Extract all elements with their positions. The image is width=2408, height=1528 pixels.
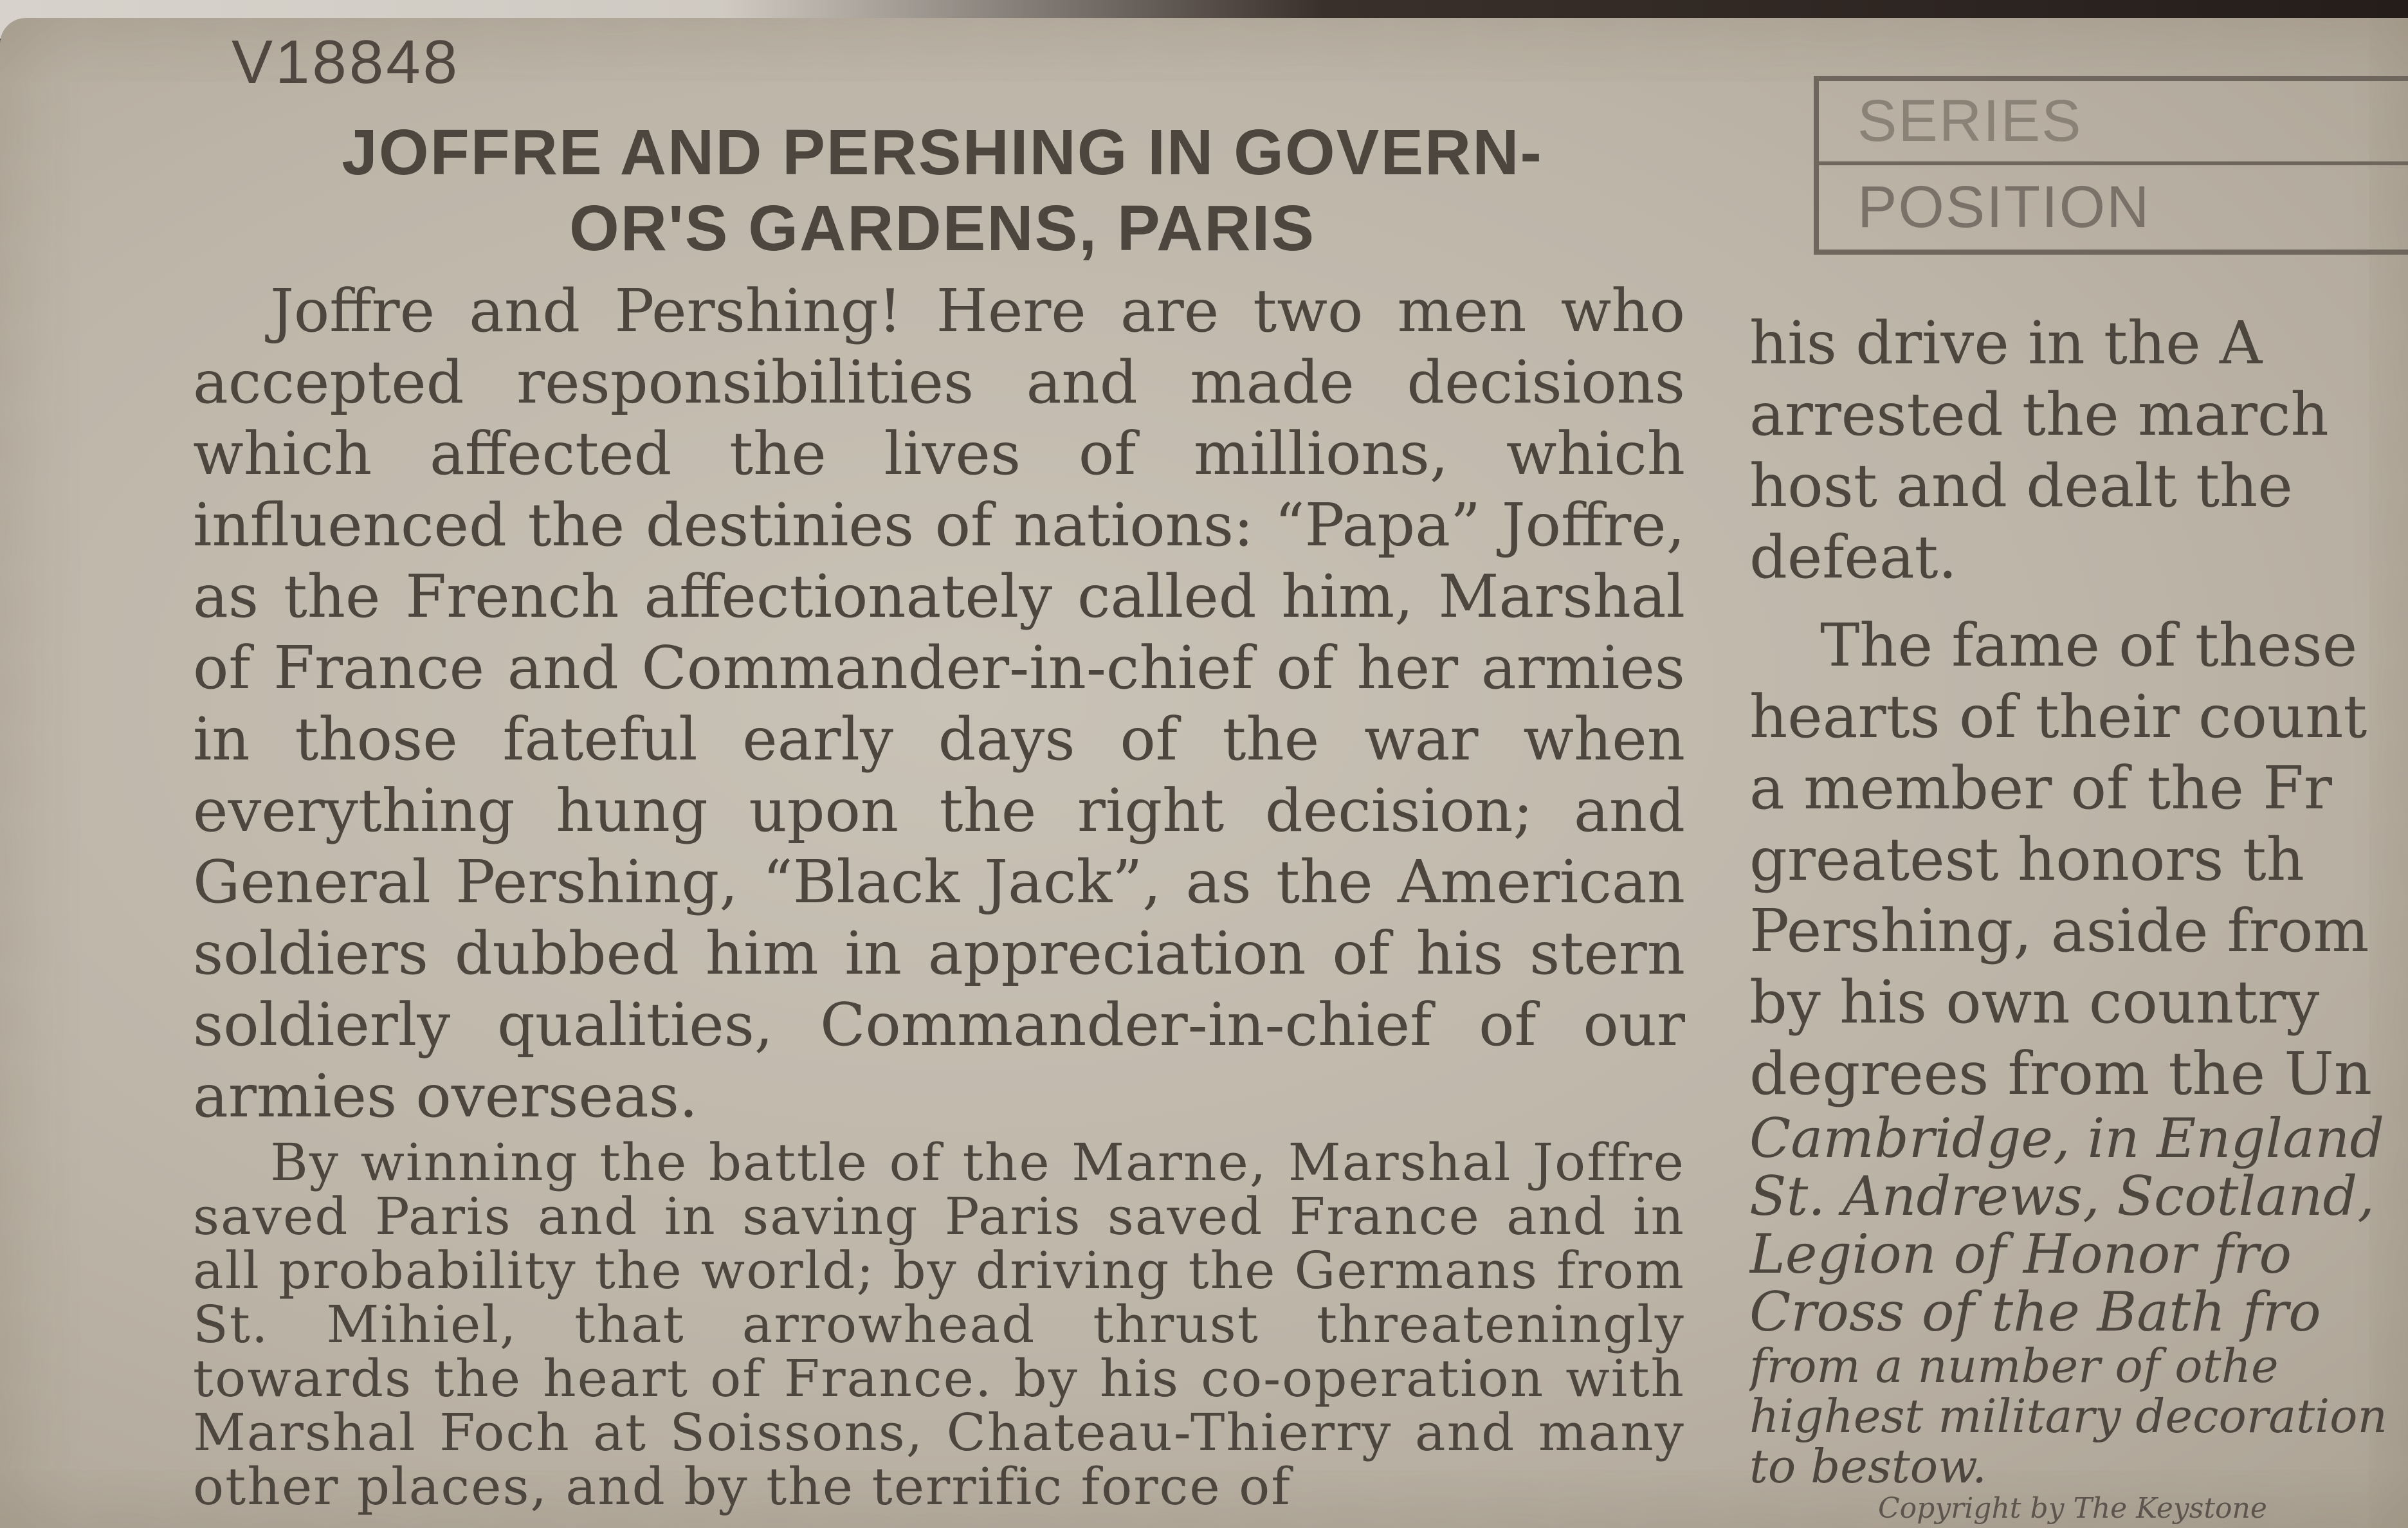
- right-line: a member of the Fr: [1749, 754, 2332, 823]
- left-text-column: [193, 275, 1685, 1514]
- right-line: Legion of Honor fro: [1749, 1223, 2292, 1286]
- right-line: Pershing, aside from: [1749, 896, 2369, 965]
- catalog-number: V18848: [232, 28, 460, 96]
- right-line: The fame of these: [1820, 611, 2358, 680]
- right-line: highest military decoration: [1749, 1389, 2387, 1443]
- position-label: POSITION: [1857, 174, 2151, 240]
- right-line: his drive in the A: [1749, 309, 2263, 377]
- right-line: St. Andrews, Scotland,: [1749, 1165, 2375, 1228]
- stereoview-card-back: [0, 18, 2408, 1528]
- title-line-1: JOFFRE AND PERSHING IN GOVERN-: [342, 116, 1543, 188]
- right-line: to bestow.: [1749, 1439, 1987, 1491]
- right-line: Cambridge, in England: [1749, 1107, 2385, 1170]
- right-line: host and dealt the: [1749, 451, 2293, 520]
- title-line-2: OR'S GARDENS, PARIS: [569, 192, 1316, 264]
- right-line: from a number of othe: [1749, 1339, 2279, 1393]
- paragraph-1: Joffre and Pershing! Here are two men who accepted responsibilities and made decisions which affected the lives of millions, which influenced the destinies of nations: “Papa” Joffre, as the French affectionately called him, Marshal of France and Commander-in-chief of her armies in those fateful early days of the war when everything hung upon the right decision; and General Pershing, “Black Jack”, as the American soldiers dubbed him in appreciation of his stern soldierly qualities, Commander-in-chief of our armies overseas.: [193, 277, 1685, 1131]
- right-line: arrested the march: [1749, 380, 2329, 449]
- card-title: [193, 114, 1692, 266]
- right-text-column: [1749, 307, 2408, 1491]
- right-line: hearts of their count: [1749, 682, 2367, 751]
- right-line: defeat.: [1749, 523, 1957, 592]
- right-line: degrees from the Un: [1749, 1039, 2373, 1108]
- right-line: by his own country: [1749, 968, 2320, 1037]
- series-label: SERIES: [1819, 81, 2408, 165]
- right-line: Cross of the Bath fro: [1749, 1280, 2321, 1343]
- copyright-notice: Copyright by The Keystone: [1878, 1492, 2267, 1525]
- series-position-box: [1814, 76, 2408, 255]
- right-line: greatest honors th: [1749, 825, 2304, 894]
- paragraph-2: By winning the battle of the Marne, Marshal Joffre saved Paris and in saving Paris saved France and in all probability the world; by driving the Germans from St. Mihiel, that arrowhead thrust threateningly towards the heart of France. by his co-operation with Marshal Foch at Soissons, Chateau-Thierry and many other places, and by the terrific force of: [193, 1132, 1685, 1516]
